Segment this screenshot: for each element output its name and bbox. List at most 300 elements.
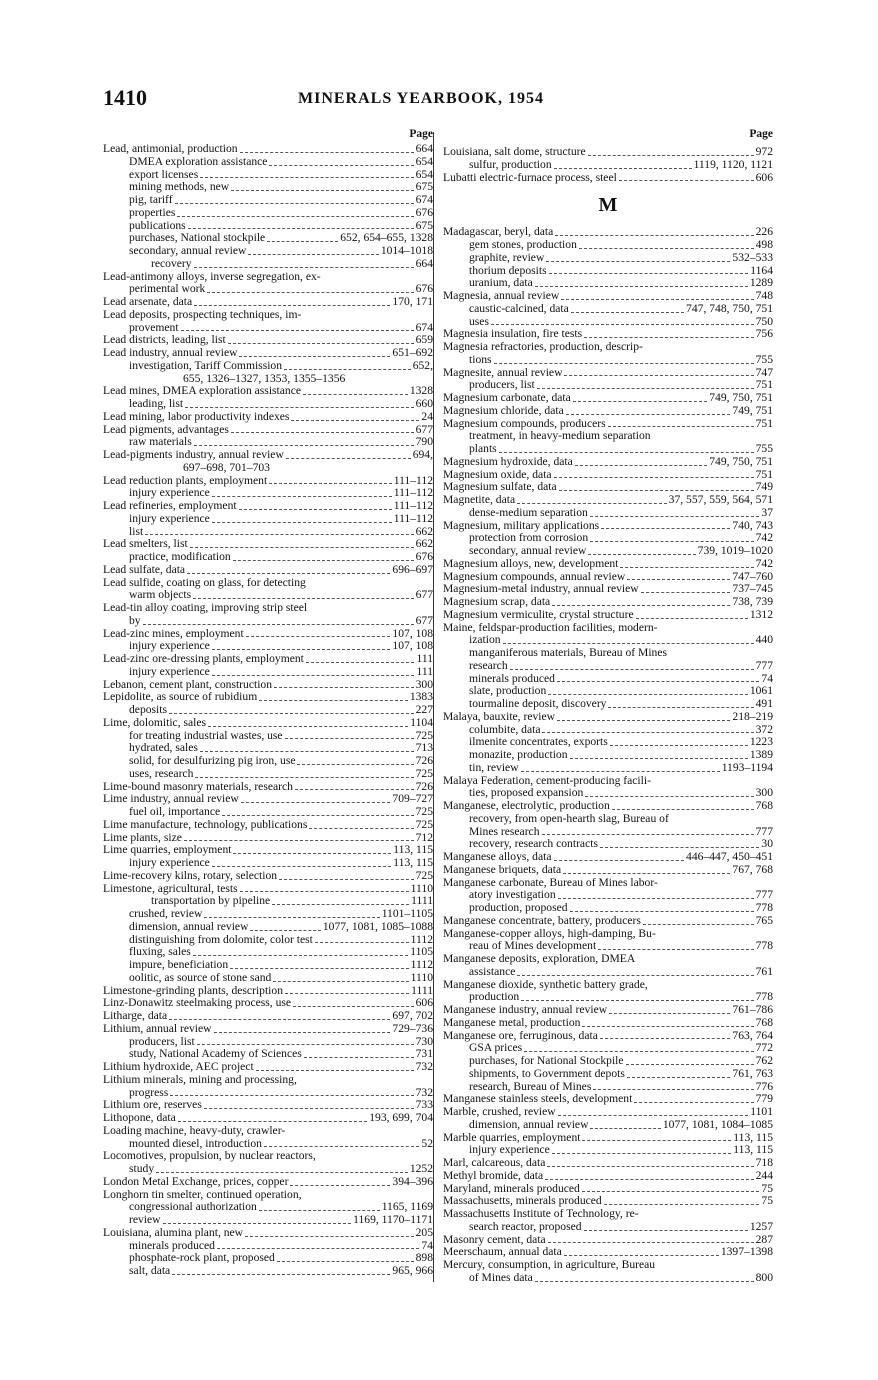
leader-dots	[499, 452, 754, 453]
leader-dots	[217, 1248, 419, 1249]
entry-text: Lime plants, size	[103, 831, 182, 844]
page-reference: 965, 966	[392, 1265, 433, 1277]
page-reference: 676	[415, 206, 433, 219]
index-entry	[443, 724, 773, 737]
leader-dots	[554, 168, 692, 169]
page-reference: 1383	[409, 691, 433, 704]
index-entry	[103, 1201, 433, 1214]
page-reference: 737–745	[732, 583, 773, 596]
page-column-label: Page	[749, 128, 773, 140]
index-entry	[443, 889, 773, 902]
index-entry	[443, 813, 773, 826]
entry-text: minerals produced	[129, 1239, 215, 1252]
index-entry	[103, 1125, 433, 1138]
index-entry	[443, 159, 773, 172]
leader-dots	[604, 1204, 760, 1205]
index-entry	[103, 615, 433, 628]
leader-dots	[241, 802, 391, 803]
page-reference: 1169, 1170–1171	[353, 1214, 433, 1226]
leader-dots	[557, 720, 730, 721]
page-reference: 756	[755, 328, 773, 341]
index-entry	[103, 181, 433, 194]
entry-text: purchases, for National Stockpile	[469, 1055, 624, 1067]
entry-text: deposits	[129, 704, 168, 716]
page-reference: 372	[755, 723, 773, 736]
index-entry	[103, 373, 433, 386]
index-entry	[103, 806, 433, 819]
page-reference: 1312	[749, 608, 773, 621]
leader-dots	[609, 1013, 730, 1014]
leader-dots	[240, 891, 409, 892]
leader-dots	[175, 203, 414, 204]
leader-dots	[284, 369, 411, 370]
page-reference: 767, 768	[732, 863, 773, 876]
page-reference: 107, 108	[392, 627, 433, 640]
index-entry	[443, 736, 773, 749]
leader-dots	[612, 809, 754, 810]
page-reference: 696–697	[392, 563, 433, 576]
index-entry	[443, 838, 773, 851]
page-reference: 664	[415, 143, 433, 155]
index-entry	[103, 883, 433, 896]
leader-dots	[245, 1236, 414, 1237]
index-entry	[443, 367, 773, 380]
leader-dots	[212, 649, 391, 650]
leader-dots	[521, 1000, 753, 1001]
page-reference: 1193–1194	[721, 761, 773, 774]
page-reference: 751	[755, 468, 773, 481]
index-entry	[443, 1208, 773, 1221]
index-entry	[443, 520, 773, 533]
index-entry	[443, 545, 773, 558]
index-entry	[103, 577, 433, 590]
page-reference: 227	[415, 704, 433, 716]
index-entry	[443, 787, 773, 800]
entry-text: Lubatti electric-furnace process, steel	[443, 171, 617, 184]
index-entry	[443, 583, 773, 596]
page-reference: 606	[755, 171, 773, 184]
leader-dots	[248, 254, 378, 255]
entry-text: recovery, from open-hearth slag, Bureau of	[469, 812, 669, 825]
index-entry	[443, 673, 773, 686]
index-entry	[443, 1170, 773, 1183]
entry-text: Maryland, minerals produced	[443, 1182, 580, 1195]
page-reference: 765	[755, 914, 773, 927]
page-reference: 654	[415, 155, 433, 168]
index-entry	[443, 864, 773, 877]
page-reference: 713	[415, 742, 433, 755]
page-reference: 749	[755, 481, 773, 494]
entry-text: ization	[469, 634, 501, 647]
entry-text: Lead sulfide, coating on glass, for detecting	[103, 576, 306, 589]
page-reference: 111–112	[393, 512, 433, 525]
leader-dots	[554, 860, 685, 861]
page-reference: 440	[755, 634, 773, 647]
page-reference: 394–396	[392, 1175, 433, 1188]
page-reference: 751	[755, 417, 773, 430]
entry-text: distinguishing from dolomite, color test	[129, 933, 313, 946]
leader-dots	[494, 363, 754, 364]
index-entry	[443, 316, 773, 329]
entry-text: Litharge, data	[103, 1010, 168, 1022]
index-entry	[443, 609, 773, 622]
leader-dots	[195, 777, 413, 778]
entry-text: Lithium ore, reserves	[103, 1099, 202, 1112]
entry-text: Lead industry, annual review	[103, 347, 238, 359]
entry-text: Manganese, electrolytic, production	[443, 800, 610, 812]
entry-text: Lithium hydroxide, AEC project	[103, 1061, 254, 1073]
page-reference: 763, 764	[732, 1029, 773, 1042]
leader-dots	[521, 771, 720, 772]
entry-text: Lime, dolomitic, sales	[103, 716, 207, 729]
entry-text: Lithium minerals, mining and processing,	[103, 1073, 297, 1086]
index-entry	[103, 232, 433, 245]
page-reference: 742	[755, 532, 773, 545]
entry-text: shipments, to Government depots	[469, 1067, 625, 1080]
entry-text: Magnesia insulation, fire tests	[443, 328, 583, 341]
index-entry	[103, 207, 433, 220]
leader-dots	[584, 337, 754, 338]
page-reference: 1061	[749, 685, 773, 698]
entry-text: 697–698, 701–703	[183, 461, 270, 474]
leader-dots	[190, 547, 414, 548]
leader-dots	[197, 1044, 414, 1045]
page-reference: 732	[415, 1061, 433, 1073]
leader-dots	[558, 898, 754, 899]
page-reference: 659	[415, 334, 433, 347]
entry-text: Meerschaum, annual data	[443, 1246, 562, 1259]
entry-text: Lead mining, labor productivity indexes	[103, 410, 290, 423]
page-reference: 74	[421, 1239, 433, 1252]
entry-text: Lead, antimonial, production	[103, 143, 238, 155]
leader-dots	[163, 1223, 352, 1224]
entry-text: Lead arsenate, data	[103, 296, 193, 308]
page-reference: 747	[755, 366, 773, 379]
entry-text: Lepidolite, as source of rubidium	[103, 691, 258, 704]
page-reference: 762	[755, 1055, 773, 1067]
page-reference: 226	[755, 226, 773, 239]
entry-text: thorium deposits	[469, 264, 547, 277]
index-entry	[103, 870, 433, 883]
index-entry	[103, 156, 433, 169]
entry-text: Mines research	[469, 825, 540, 838]
page-reference: 24	[421, 410, 433, 423]
index-entry	[443, 979, 773, 992]
entry-text: Manganese concentrate, battery, producers	[443, 914, 641, 927]
index-entry	[443, 226, 773, 239]
index-entry	[443, 915, 773, 928]
entry-text: Locomotives, propulsion, by nuclear reactors,	[103, 1150, 316, 1163]
page-reference: 1111	[411, 984, 433, 997]
leader-dots	[491, 324, 754, 325]
entry-text: secondary, annual review	[469, 545, 587, 557]
leader-dots	[588, 554, 695, 555]
leader-dots	[608, 426, 754, 427]
index-entry	[443, 762, 773, 775]
leader-dots	[231, 190, 413, 191]
entry-text: assistance	[469, 965, 516, 978]
leader-dots	[535, 1281, 754, 1282]
entry-text: Magnesium carbonate, data	[443, 392, 571, 404]
entry-text: Lead reduction plants, employment	[103, 474, 268, 487]
leader-dots	[563, 873, 730, 874]
leader-dots	[250, 930, 320, 931]
page-reference: 654	[415, 168, 433, 181]
entry-text: perimental work	[129, 283, 206, 296]
index-entry	[443, 991, 773, 1004]
entry-text: Massachusetts, minerals produced	[443, 1195, 602, 1208]
index-entry	[443, 328, 773, 341]
leader-dots	[309, 828, 413, 829]
leader-dots	[545, 1179, 753, 1180]
entry-text: production, proposed	[469, 902, 568, 914]
page-reference: 772	[755, 1042, 773, 1055]
page-reference: 694,	[412, 449, 433, 461]
index-entry	[443, 685, 773, 698]
leader-dots	[584, 1230, 748, 1231]
leader-dots	[291, 420, 419, 421]
leader-dots	[212, 522, 392, 523]
index-entry	[443, 902, 773, 915]
index-entry	[443, 1132, 773, 1145]
index-entry	[103, 169, 433, 182]
index-entry	[443, 1144, 773, 1157]
index-entry	[443, 532, 773, 545]
section-letter: M	[598, 194, 618, 217]
index-entry	[103, 245, 433, 258]
leader-dots	[239, 509, 392, 510]
index-entry	[103, 768, 433, 781]
leader-dots	[269, 483, 392, 484]
entry-text: Magnesia refractories, production, descrip-	[443, 341, 643, 353]
index-entry	[443, 1157, 773, 1170]
page-reference: 74	[761, 672, 773, 685]
index-entry	[103, 1074, 433, 1087]
entry-text: research	[469, 659, 508, 672]
leader-dots	[546, 261, 730, 262]
leader-dots	[619, 180, 754, 181]
entry-text: congressional authorization	[129, 1201, 257, 1214]
index-entry	[103, 640, 433, 653]
page-reference: 193, 699, 704	[369, 1112, 433, 1124]
page-reference: 1328	[409, 385, 433, 398]
index-entry	[443, 1081, 773, 1094]
entry-text: gem stones, production	[469, 239, 577, 251]
entry-text: Magnesite, annual review	[443, 366, 563, 379]
index-entry	[103, 972, 433, 985]
entry-text: raw materials	[129, 436, 192, 449]
page-reference: 677	[415, 423, 433, 436]
leader-dots	[571, 312, 684, 313]
entry-text: Limestone, agricultural, tests	[103, 882, 238, 895]
index-entry	[103, 296, 433, 309]
leader-dots	[200, 751, 414, 752]
leader-dots	[184, 840, 414, 841]
index-entry	[103, 666, 433, 679]
entry-text: Louisiana, alumina plant, new	[103, 1226, 244, 1239]
index-entry	[443, 1106, 773, 1119]
leader-dots	[212, 496, 392, 497]
page-reference: 778	[755, 940, 773, 953]
leader-dots	[517, 503, 667, 504]
page-reference: 1223	[749, 736, 773, 749]
page-reference: 1165, 1169	[381, 1201, 433, 1214]
index-entry	[443, 1272, 773, 1285]
index-entry	[103, 602, 433, 615]
entry-text: Magnesium scrap, data	[443, 596, 551, 608]
index-entry	[443, 290, 773, 303]
leader-dots	[561, 299, 753, 300]
page-reference: 709–727	[392, 793, 433, 806]
leader-dots	[285, 993, 409, 994]
entry-text: practice, modification	[129, 551, 231, 563]
leader-dots	[554, 477, 754, 478]
index-entry	[443, 634, 773, 647]
entry-text: Manganese dioxide, synthetic battery grade,	[443, 978, 648, 991]
index-entry	[103, 653, 433, 666]
entry-text: Masonry cement, data	[443, 1233, 546, 1246]
leader-dots	[259, 700, 408, 701]
page-reference: 491	[755, 698, 773, 710]
entry-text: sulfur, production	[469, 158, 552, 171]
index-entry	[103, 704, 433, 717]
index-entry	[103, 398, 433, 411]
index-entry	[443, 775, 773, 788]
entry-text: dense-medium separation	[469, 506, 588, 519]
entry-text: investigation, Tariff Commission	[129, 359, 283, 372]
index-column-left	[103, 128, 433, 1278]
entry-text: provement	[129, 321, 179, 334]
page-reference: 677	[415, 589, 433, 602]
page-reference: 662	[415, 525, 433, 538]
page-reference: 1112	[410, 959, 433, 971]
entry-text: injury experience	[129, 487, 210, 500]
entry-text: research, Bureau of Mines	[469, 1080, 592, 1093]
page-reference: 300	[415, 678, 433, 691]
entry-text: tions	[469, 353, 492, 366]
leader-dots	[549, 273, 749, 274]
index-entry	[103, 1240, 433, 1253]
page-reference: 748	[755, 290, 773, 302]
entry-text: ties, proposed expansion	[469, 787, 584, 800]
page-reference: 300	[755, 787, 773, 800]
index-entry	[103, 781, 433, 794]
leader-dots	[231, 432, 414, 433]
leader-dots	[570, 758, 748, 759]
page-reference: 107, 108	[392, 640, 433, 653]
entry-text: monazite, production	[469, 749, 568, 761]
leader-dots	[277, 1261, 414, 1262]
page-reference: 1397–1398	[720, 1246, 773, 1259]
entry-text: mounted diesel, introduction	[129, 1137, 262, 1150]
index-entry	[443, 469, 773, 482]
page-reference: 750	[755, 315, 773, 328]
entry-text: Lead sulfate, data	[103, 563, 186, 576]
entry-text: Manganese carbonate, Bureau of Mines labor-	[443, 876, 658, 889]
entry-text: recovery	[151, 257, 192, 270]
entry-text: search reactor, proposed	[469, 1220, 582, 1233]
entry-text: salt, data	[129, 1265, 171, 1277]
index-entry	[103, 334, 433, 347]
leader-dots	[295, 789, 414, 790]
entry-text: Linz-Donawitz steelmaking process, use	[103, 997, 292, 1010]
page-number: 1410	[103, 85, 147, 110]
entry-text: atory investigation	[469, 889, 556, 902]
entry-text: Magnesium sulfate, data	[443, 481, 557, 494]
index-entry	[443, 392, 773, 405]
page-reference: 244	[755, 1169, 773, 1182]
index-entry	[443, 172, 773, 185]
leader-dots	[558, 1115, 749, 1116]
index-entry	[443, 481, 773, 494]
page-reference: 761	[755, 965, 773, 978]
page-reference: 532–533	[732, 251, 773, 264]
leader-dots	[177, 216, 413, 217]
page-reference: 1110	[410, 971, 433, 984]
entry-text: injury experience	[469, 1144, 550, 1157]
entry-text: Lead pigments, advantages	[103, 423, 229, 436]
entry-text: Mercury, consumption, in agriculture, Bureau	[443, 1259, 656, 1271]
leader-dots	[547, 1166, 753, 1167]
entry-text: injury experience	[129, 640, 210, 653]
page-reference: 776	[755, 1080, 773, 1093]
leader-dots	[297, 764, 413, 765]
entry-text: fluxing, sales	[129, 946, 191, 959]
page-reference: 676	[415, 551, 433, 563]
entry-text: pig, tariff	[129, 194, 173, 206]
index-entry	[443, 239, 773, 252]
entry-text: manganiferous materials, Bureau of Mines	[469, 647, 667, 659]
entry-text: producers, list	[469, 379, 535, 392]
index-entry	[103, 679, 433, 692]
page-reference: 768	[755, 1016, 773, 1029]
index-entry	[443, 1259, 773, 1272]
entry-text: for treating industrial wastes, use	[129, 729, 283, 742]
entry-text: columbite, data	[469, 723, 541, 736]
entry-text: Manganese ore, ferruginous, data	[443, 1029, 598, 1042]
leader-dots	[579, 248, 754, 249]
leader-dots	[233, 560, 414, 561]
entry-text: uses, research	[129, 767, 194, 780]
index-entry	[443, 571, 773, 584]
leader-dots	[575, 465, 707, 466]
page-reference: 1289	[749, 277, 773, 290]
entry-text: Massachusetts Institute of Technology, re-	[443, 1208, 639, 1220]
index-entry	[443, 1030, 773, 1043]
entry-text: Limestone-grinding plants, description	[103, 984, 283, 997]
entry-text: Loading machine, heavy-duty, crawler-	[103, 1124, 286, 1137]
leader-dots	[212, 675, 415, 676]
index-entry	[443, 1017, 773, 1030]
entry-text: uses	[469, 315, 489, 328]
page-reference: 113, 115	[393, 844, 433, 857]
index-entry	[443, 354, 773, 367]
leader-dots	[627, 1077, 731, 1078]
page-reference: 1110	[410, 882, 433, 895]
entry-text: of Mines data	[469, 1271, 533, 1284]
leader-dots	[259, 1210, 380, 1211]
leader-dots	[145, 534, 413, 535]
leader-dots	[212, 866, 391, 867]
page-reference: 790	[415, 436, 433, 449]
page-reference: 725	[415, 767, 433, 780]
leader-dots	[170, 1095, 413, 1096]
leader-dots	[564, 375, 753, 376]
page-reference: 1101	[750, 1106, 773, 1118]
index-entry	[103, 1176, 433, 1189]
page-reference: 1389	[749, 749, 773, 761]
entry-text: export licenses	[129, 168, 199, 181]
